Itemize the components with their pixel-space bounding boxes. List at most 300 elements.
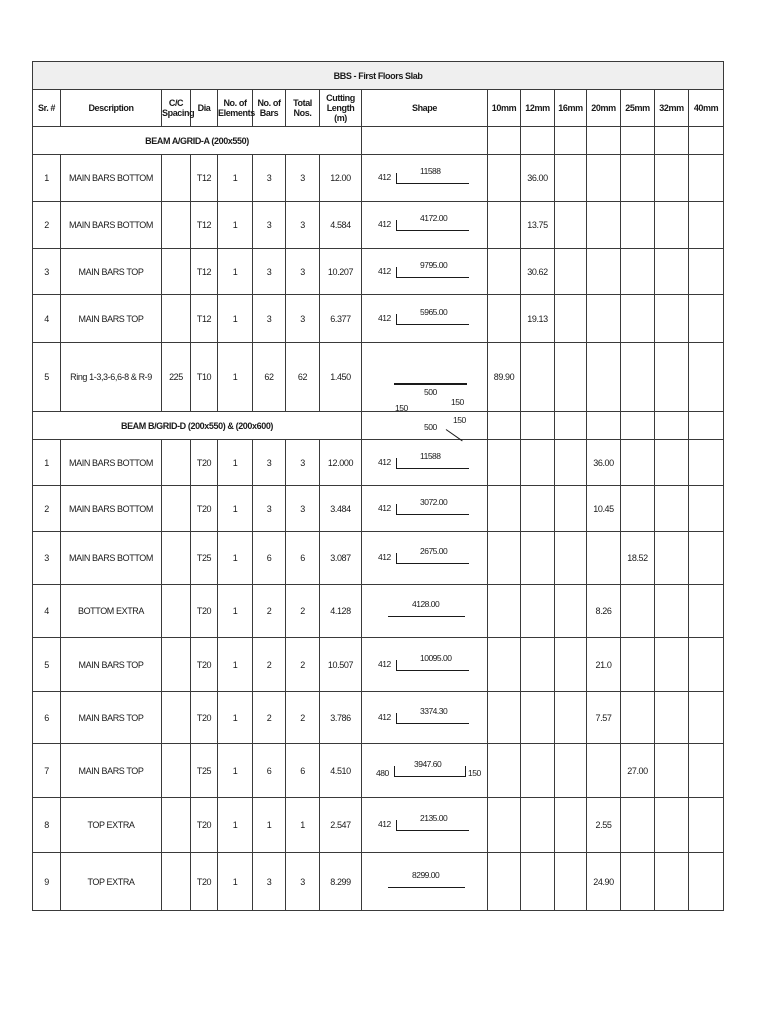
- shape-dimension: 500: [424, 387, 437, 397]
- weight-cell-10mm: [488, 155, 521, 202]
- weight-cell-10mm: 89.90: [488, 343, 521, 412]
- weight-cell-20mm: [587, 343, 621, 412]
- table-row: [33, 798, 724, 853]
- cc-spacing-cell: [162, 155, 191, 202]
- weight-cell-40mm: [689, 585, 724, 638]
- serial-number: 1: [33, 440, 61, 486]
- sheet-title: BBS - First Floors Slab: [33, 62, 724, 90]
- shape-dimension: 4128.00: [412, 599, 440, 609]
- cutting-length-cell: 4.128: [320, 585, 362, 638]
- bars-cell: 2: [253, 585, 286, 638]
- shape-cell: [362, 295, 488, 343]
- weight-cell-32mm: [655, 798, 689, 853]
- elements-cell: 1: [218, 585, 253, 638]
- weight-cell-25mm: [621, 486, 655, 532]
- shape-dimension: 412: [378, 711, 391, 722]
- serial-number: 4: [33, 585, 61, 638]
- elements-cell: 1: [218, 295, 253, 343]
- shape-dimension: 2135.00: [420, 813, 448, 823]
- cutting-length-cell: 10.507: [320, 638, 362, 692]
- shape-dimension: 412: [378, 265, 391, 276]
- weight-cell-32mm: [655, 744, 689, 798]
- bars-cell: 3: [253, 440, 286, 486]
- shape-cell: [362, 155, 488, 202]
- shape-dimension: 150: [453, 415, 466, 425]
- bars-cell: 2: [253, 638, 286, 692]
- cutting-length-cell: 12.000: [320, 440, 362, 486]
- weight-cell-20mm: [587, 532, 621, 585]
- bar-line: [388, 616, 465, 617]
- serial-number: 5: [33, 343, 61, 412]
- total-nos-cell: 62: [286, 343, 320, 412]
- elements-cell: 1: [218, 440, 253, 486]
- bars-cell: 1: [253, 798, 286, 853]
- shape-cell: [362, 486, 488, 532]
- weight-cell-10mm: [488, 295, 521, 343]
- empty-cell: [521, 127, 555, 155]
- weight-cell-20mm: [587, 249, 621, 295]
- bar-line: [388, 887, 465, 888]
- cutting-length-cell: 8.299: [320, 853, 362, 911]
- total-nos-cell: 6: [286, 532, 320, 585]
- weight-cell-10mm: [488, 532, 521, 585]
- cutting-length-cell: 2.547: [320, 798, 362, 853]
- elements-cell: 1: [218, 343, 253, 412]
- weight-cell-32mm: [655, 202, 689, 249]
- shape-dimension: 150: [451, 397, 464, 407]
- shape-cell: [362, 249, 488, 295]
- table-row: [33, 440, 724, 486]
- column-header: 12mm: [521, 90, 555, 127]
- weight-cell-16mm: [555, 638, 587, 692]
- description-cell: MAIN BARS BOTTOM: [61, 202, 162, 249]
- dia-cell: T25: [191, 744, 218, 798]
- weight-cell-25mm: [621, 440, 655, 486]
- cc-spacing-cell: [162, 486, 191, 532]
- bar-line: [396, 183, 469, 184]
- weight-cell-10mm: [488, 692, 521, 744]
- weight-cell-25mm: [621, 638, 655, 692]
- description-cell: MAIN BARS BOTTOM: [61, 532, 162, 585]
- bars-cell: 3: [253, 853, 286, 911]
- weight-cell-12mm: 19.13: [521, 295, 555, 343]
- weight-cell-40mm: [689, 440, 724, 486]
- description-cell: BOTTOM EXTRA: [61, 585, 162, 638]
- elements-cell: 1: [218, 798, 253, 853]
- total-nos-cell: 6: [286, 744, 320, 798]
- weight-cell-40mm: [689, 532, 724, 585]
- weight-cell-16mm: [555, 798, 587, 853]
- dia-cell: T25: [191, 532, 218, 585]
- shape-cell: [362, 343, 488, 432]
- column-header: Total Nos.: [286, 90, 320, 127]
- bars-cell: 62: [253, 343, 286, 412]
- table-row: [33, 249, 724, 295]
- description-cell: MAIN BARS TOP: [61, 249, 162, 295]
- weight-cell-12mm: 13.75: [521, 202, 555, 249]
- shape-dimension: 412: [378, 456, 391, 467]
- weight-cell-25mm: [621, 692, 655, 744]
- weight-cell-32mm: [655, 486, 689, 532]
- shape-cell: [362, 532, 488, 585]
- column-header: Dia: [191, 90, 218, 127]
- shape-dimension: 412: [378, 172, 391, 182]
- section-label: BEAM B/GRID-D (200x550) & (200x600): [33, 412, 362, 440]
- shape-cell: [362, 638, 488, 692]
- total-nos-cell: 3: [286, 155, 320, 202]
- bar-line: [396, 468, 469, 469]
- shape-cell: [362, 692, 488, 744]
- elements-cell: 1: [218, 744, 253, 798]
- weight-cell-10mm: [488, 853, 521, 911]
- total-nos-cell: 3: [286, 853, 320, 911]
- dia-cell: T12: [191, 202, 218, 249]
- weight-cell-16mm: [555, 585, 587, 638]
- cutting-length-cell: 10.207: [320, 249, 362, 295]
- shape-dimension: 4172.00: [420, 213, 448, 223]
- empty-cell: [621, 412, 655, 440]
- bar-line: [396, 723, 469, 724]
- shape-dimension: 412: [378, 312, 391, 323]
- weight-cell-32mm: [655, 295, 689, 343]
- empty-cell: [587, 412, 621, 440]
- weight-cell-40mm: [689, 798, 724, 853]
- cc-spacing-cell: [162, 853, 191, 911]
- bars-cell: 6: [253, 532, 286, 585]
- column-header: 20mm: [587, 90, 621, 127]
- table-row: [33, 295, 724, 343]
- shape-dimension: 2675.00: [420, 546, 448, 556]
- shape-dimension: 9795.00: [420, 259, 448, 270]
- bar-line: [396, 230, 469, 231]
- dia-cell: T20: [191, 440, 218, 486]
- weight-cell-32mm: [655, 440, 689, 486]
- weight-cell-40mm: [689, 343, 724, 412]
- total-nos-cell: 3: [286, 249, 320, 295]
- description-cell: MAIN BARS BOTTOM: [61, 155, 162, 202]
- weight-cell-40mm: [689, 486, 724, 532]
- serial-number: 5: [33, 638, 61, 692]
- empty-cell: [555, 127, 587, 155]
- dia-cell: T20: [191, 853, 218, 911]
- bbs-table: [32, 61, 724, 911]
- weight-cell-32mm: [655, 249, 689, 295]
- column-header: No. of Bars: [253, 90, 286, 127]
- weight-cell-20mm: 8.26: [587, 585, 621, 638]
- serial-number: 4: [33, 295, 61, 343]
- empty-cell: [587, 127, 621, 155]
- bars-cell: 3: [253, 295, 286, 343]
- weight-cell-25mm: [621, 155, 655, 202]
- weight-cell-32mm: [655, 692, 689, 744]
- weight-cell-12mm: [521, 692, 555, 744]
- shape-dimension: 150: [395, 403, 408, 413]
- elements-cell: 1: [218, 155, 253, 202]
- bar-line: [465, 766, 466, 777]
- empty-cell: [655, 127, 689, 155]
- weight-cell-12mm: [521, 744, 555, 798]
- elements-cell: 1: [218, 202, 253, 249]
- weight-cell-16mm: [555, 155, 587, 202]
- shape-cell: [362, 744, 488, 798]
- weight-cell-32mm: [655, 343, 689, 412]
- column-header: Sr. #: [33, 90, 61, 127]
- dia-cell: T20: [191, 798, 218, 853]
- serial-number: 2: [33, 202, 61, 249]
- empty-cell: [521, 412, 555, 440]
- weight-cell-20mm: 36.00: [587, 440, 621, 486]
- table-row: [33, 155, 724, 202]
- weight-cell-16mm: [555, 532, 587, 585]
- shape-dimension: 11588: [420, 450, 441, 461]
- shape-dimension: 3072.00: [420, 496, 448, 507]
- column-header: C/C Spacing: [162, 90, 191, 127]
- column-header: 32mm: [655, 90, 689, 127]
- cutting-length-cell: 4.510: [320, 744, 362, 798]
- weight-cell-12mm: [521, 532, 555, 585]
- weight-cell-16mm: [555, 295, 587, 343]
- weight-cell-16mm: [555, 853, 587, 911]
- bars-cell: 3: [253, 486, 286, 532]
- empty-cell: [555, 412, 587, 440]
- elements-cell: 1: [218, 638, 253, 692]
- weight-cell-10mm: [488, 202, 521, 249]
- weight-cell-12mm: [521, 585, 555, 638]
- weight-cell-40mm: [689, 853, 724, 911]
- elements-cell: 1: [218, 249, 253, 295]
- bars-cell: 3: [253, 155, 286, 202]
- shape-dimension: 412: [378, 819, 391, 829]
- column-header: Shape: [362, 90, 488, 127]
- elements-cell: 1: [218, 532, 253, 585]
- weight-cell-40mm: [689, 295, 724, 343]
- serial-number: 3: [33, 249, 61, 295]
- serial-number: 3: [33, 532, 61, 585]
- weight-cell-10mm: [488, 744, 521, 798]
- shape-dimension: 150: [468, 767, 481, 778]
- table-row: [33, 853, 724, 911]
- dia-cell: T20: [191, 638, 218, 692]
- table-row: [33, 343, 724, 412]
- empty-cell: [488, 127, 521, 155]
- weight-cell-40mm: [689, 744, 724, 798]
- weight-cell-25mm: 27.00: [621, 744, 655, 798]
- bar-line: [396, 277, 469, 278]
- shape-cell: [362, 585, 488, 638]
- table-row: [33, 638, 724, 692]
- weight-cell-16mm: [555, 440, 587, 486]
- weight-cell-10mm: [488, 585, 521, 638]
- serial-number: 7: [33, 744, 61, 798]
- shape-cell: [362, 440, 488, 486]
- empty-cell: [621, 127, 655, 155]
- dia-cell: T20: [191, 486, 218, 532]
- weight-cell-12mm: [521, 853, 555, 911]
- cc-spacing-cell: [162, 202, 191, 249]
- weight-cell-25mm: [621, 853, 655, 911]
- cc-spacing-cell: [162, 744, 191, 798]
- table-row: [33, 744, 724, 798]
- weight-cell-40mm: [689, 249, 724, 295]
- dia-cell: T10: [191, 343, 218, 412]
- dia-cell: T12: [191, 155, 218, 202]
- cc-spacing-cell: [162, 532, 191, 585]
- bars-cell: 3: [253, 202, 286, 249]
- cutting-length-cell: 1.450: [320, 343, 362, 412]
- weight-cell-20mm: 21.0: [587, 638, 621, 692]
- weight-cell-10mm: [488, 440, 521, 486]
- column-header: 25mm: [621, 90, 655, 127]
- weight-cell-12mm: [521, 798, 555, 853]
- shape-dimension: 5965.00: [420, 306, 448, 317]
- description-cell: Ring 1-3,3-6,6-8 & R-9: [61, 343, 162, 412]
- weight-cell-20mm: [587, 155, 621, 202]
- serial-number: 1: [33, 155, 61, 202]
- weight-cell-10mm: [488, 798, 521, 853]
- weight-cell-25mm: [621, 585, 655, 638]
- shape-dimension: 480: [376, 767, 389, 778]
- elements-cell: 1: [218, 692, 253, 744]
- shape-dimension: 11588: [420, 166, 441, 176]
- shape-dimension: 3947.60: [414, 758, 442, 769]
- dia-cell: T20: [191, 585, 218, 638]
- weight-cell-25mm: [621, 249, 655, 295]
- weight-cell-12mm: [521, 440, 555, 486]
- weight-cell-40mm: [689, 202, 724, 249]
- bar-line: [394, 776, 466, 777]
- column-header: No. of Elements: [218, 90, 253, 127]
- column-header: 16mm: [555, 90, 587, 127]
- total-nos-cell: 2: [286, 585, 320, 638]
- bar-line: [396, 563, 469, 564]
- weight-cell-20mm: 2.55: [587, 798, 621, 853]
- weight-cell-16mm: [555, 343, 587, 412]
- description-cell: MAIN BARS BOTTOM: [61, 486, 162, 532]
- weight-cell-12mm: [521, 638, 555, 692]
- weight-cell-25mm: [621, 295, 655, 343]
- weight-cell-20mm: [587, 202, 621, 249]
- shape-cell: [362, 202, 488, 249]
- weight-cell-10mm: [488, 249, 521, 295]
- elements-cell: 1: [218, 853, 253, 911]
- section-row: [33, 127, 724, 155]
- weight-cell-40mm: [689, 155, 724, 202]
- weight-cell-12mm: [521, 343, 555, 412]
- weight-cell-40mm: [689, 638, 724, 692]
- weight-cell-16mm: [555, 249, 587, 295]
- shape-dimension: 8299.00: [412, 869, 440, 880]
- bars-cell: 6: [253, 744, 286, 798]
- description-cell: MAIN BARS BOTTOM: [61, 440, 162, 486]
- bar-line: [396, 324, 469, 325]
- table-row: [33, 532, 724, 585]
- weight-cell-12mm: 36.00: [521, 155, 555, 202]
- total-nos-cell: 3: [286, 440, 320, 486]
- serial-number: 2: [33, 486, 61, 532]
- bars-cell: 3: [253, 249, 286, 295]
- weight-cell-10mm: [488, 486, 521, 532]
- total-nos-cell: 3: [286, 295, 320, 343]
- weight-cell-32mm: [655, 532, 689, 585]
- shape-cell: [362, 798, 488, 853]
- column-header: 10mm: [488, 90, 521, 127]
- shape-dimension: 500: [424, 422, 437, 432]
- cutting-length-cell: 3.087: [320, 532, 362, 585]
- empty-cell: [655, 412, 689, 440]
- shape-dimension: 412: [378, 552, 391, 562]
- cc-spacing-cell: 225: [162, 343, 191, 412]
- weight-cell-25mm: [621, 798, 655, 853]
- cutting-length-cell: 6.377: [320, 295, 362, 343]
- weight-cell-12mm: 30.62: [521, 249, 555, 295]
- total-nos-cell: 1: [286, 798, 320, 853]
- cc-spacing-cell: [162, 638, 191, 692]
- weight-cell-32mm: [655, 585, 689, 638]
- cutting-length-cell: 12.00: [320, 155, 362, 202]
- shape-dimension: 412: [378, 658, 391, 669]
- weight-cell-16mm: [555, 202, 587, 249]
- table-row: [33, 486, 724, 532]
- weight-cell-32mm: [655, 155, 689, 202]
- column-header: Cutting Length (m): [320, 90, 362, 127]
- cutting-length-cell: 3.786: [320, 692, 362, 744]
- serial-number: 6: [33, 692, 61, 744]
- weight-cell-25mm: 18.52: [621, 532, 655, 585]
- weight-cell-20mm: 10.45: [587, 486, 621, 532]
- serial-number: 9: [33, 853, 61, 911]
- column-header: 40mm: [689, 90, 724, 127]
- table-row: [33, 585, 724, 638]
- shape-dimension: 412: [378, 502, 391, 513]
- cc-spacing-cell: [162, 798, 191, 853]
- bars-cell: 2: [253, 692, 286, 744]
- description-cell: MAIN BARS TOP: [61, 744, 162, 798]
- weight-cell-32mm: [655, 638, 689, 692]
- cc-spacing-cell: [162, 585, 191, 638]
- description-cell: MAIN BARS TOP: [61, 638, 162, 692]
- shape-cell: [362, 853, 488, 911]
- weight-cell-40mm: [689, 692, 724, 744]
- dia-cell: T12: [191, 295, 218, 343]
- section-label: BEAM A/GRID-A (200x550): [33, 127, 362, 155]
- cc-spacing-cell: [162, 295, 191, 343]
- cc-spacing-cell: [162, 692, 191, 744]
- description-cell: TOP EXTRA: [61, 853, 162, 911]
- cutting-length-cell: 4.584: [320, 202, 362, 249]
- bar-line: [396, 514, 469, 515]
- elements-cell: 1: [218, 486, 253, 532]
- description-cell: MAIN BARS TOP: [61, 295, 162, 343]
- shape-dimension: 3374.30: [420, 705, 448, 716]
- weight-cell-20mm: 24.90: [587, 853, 621, 911]
- shape-dimension: 10095.00: [420, 652, 452, 663]
- weight-cell-16mm: [555, 692, 587, 744]
- table-row: [33, 692, 724, 744]
- total-nos-cell: 3: [286, 486, 320, 532]
- weight-cell-25mm: [621, 202, 655, 249]
- table-row: [33, 202, 724, 249]
- bar-line: [396, 830, 469, 831]
- empty-cell: [689, 127, 724, 155]
- bar-line: [396, 670, 469, 671]
- weight-cell-32mm: [655, 853, 689, 911]
- weight-cell-20mm: [587, 744, 621, 798]
- serial-number: 8: [33, 798, 61, 853]
- total-nos-cell: 3: [286, 202, 320, 249]
- shape-dimension: 412: [378, 219, 391, 229]
- weight-cell-20mm: 7.57: [587, 692, 621, 744]
- cutting-length-cell: 3.484: [320, 486, 362, 532]
